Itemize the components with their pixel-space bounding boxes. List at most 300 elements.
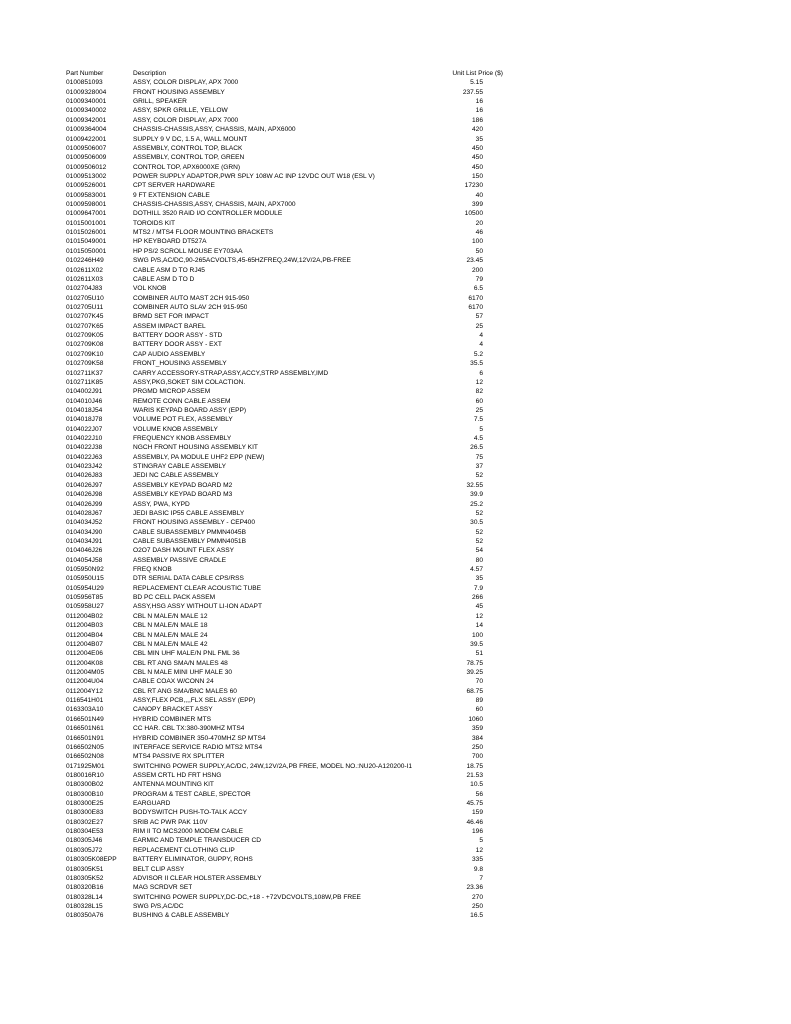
description-cell: CBL RT ANG SMA/BNC MALES 60 [133,687,237,695]
part-number-cell: 0104034J90 [66,528,103,536]
description-cell: COMBINER AUTO SLAV 2CH 915-950 [133,303,248,311]
part-number-cell: 0104034J91 [66,537,103,545]
table-row [0,752,791,761]
table-row [0,621,791,630]
table-row [0,228,791,237]
part-number-cell: 0102711K85 [66,378,103,386]
unit-price-cell: 82 [475,388,483,396]
description-cell: 9 FT EXTENSION CABLE [133,191,210,199]
unit-price-cell: 4 [479,332,483,340]
description-cell: ANTENNA MOUNTING KIT [133,781,214,789]
part-number-cell: 0104026J98 [66,491,103,499]
part-number-cell: 0166501N61 [66,725,104,733]
unit-price-cell: 6.5 [473,285,483,293]
table-row [0,200,791,209]
unit-price-cell: 17230 [464,182,483,190]
table-row [0,312,791,321]
unit-price-cell: 399 [471,201,483,209]
description-cell: ADVISOR II CLEAR HOLSTER ASSEMBLY [133,874,262,882]
unit-price-cell: 7 [479,874,483,882]
unit-price-cell: 40 [475,191,483,199]
unit-price-cell: 5.2 [473,350,483,358]
unit-price-cell: 46.46 [466,818,483,826]
table-row [0,546,791,555]
table-row [0,668,791,677]
part-number-cell: 0180328L14 [66,893,103,901]
table-row [0,247,791,256]
table-row [0,865,791,874]
unit-price-cell: 100 [471,631,483,639]
description-cell: HP PS/2 SCROLL MOUSE EY703AA [133,247,243,255]
table-row [0,369,791,378]
description-cell: ASSEMBLY, CONTROL TOP, BLACK [133,144,243,152]
description-cell: CBL N MALE MINI UHF MALE 30 [133,669,233,676]
part-number-cell: 0102709K05 [66,332,104,340]
table-row [0,659,791,668]
description-cell: ASSEMBLY PASSIVE CRADLE [133,556,227,564]
unit-price-cell: 5.15 [470,79,483,87]
description-cell: POWER SUPPLY ADAPTOR,PWR SPLY 108W AC INP 12VDC OUT W18 (ESL V) [133,172,375,180]
unit-price-cell: 25.2 [470,500,483,508]
description-cell: REPLACEMENT CLOTHING CLIP [133,846,235,854]
table-row [0,565,791,574]
unit-price-cell: 89 [475,697,483,705]
table-row [0,827,791,836]
description-cell: HYBRID COMBINER MTS [133,715,212,723]
unit-price-cell: 80 [475,556,483,564]
table-row [0,331,791,340]
description-cell: CABLE ASM D TO D [133,275,195,283]
part-number-cell: 01009506007 [66,144,107,152]
description-cell: CARRY ACCESSORY-STRAP,ASSY,ACCY,STRP ASSEMBLY,IMD [133,369,329,377]
description-cell: REMOTE CONN CABLE ASSEM [133,397,231,405]
unit-price-cell: 26.5 [470,444,483,452]
part-number-cell: 0105954U29 [66,584,104,592]
part-number-cell: 0166502N08 [66,753,104,761]
table-row [0,275,791,284]
description-cell: BATTERY DOOR ASSY - STD [133,332,223,340]
part-number-cell: 01009364004 [66,126,107,134]
table-row [0,191,791,200]
unit-price-cell: 250 [471,743,483,751]
table-row [0,284,791,293]
table-row [0,350,791,359]
unit-price-cell: 35 [475,575,483,583]
part-number-cell: 0105950U15 [66,575,104,583]
header-unit-list-price: Unit List Price ($) [452,70,503,77]
unit-price-cell: 18.75 [466,762,483,770]
header-part-number: Part Number [66,70,104,77]
part-number-cell: 0116541H01 [66,697,104,705]
part-number-cell: 0104022J63 [66,453,103,461]
part-number-cell: 0104028J67 [66,509,103,517]
table-row [0,836,791,845]
part-number-cell: 0171925M01 [66,762,105,770]
unit-price-cell: 21.53 [466,771,483,779]
unit-price-cell: 6 [479,369,483,377]
description-cell: ASSY, COLOR DISPLAY, APX 7000 [133,79,239,87]
part-number-cell: 01015026001 [66,229,107,237]
unit-price-cell: 52 [475,472,483,480]
part-number-cell: 01009328004 [66,88,107,96]
table-row [0,163,791,172]
description-cell: REPLACEMENT CLEAR ACOUSTIC TUBE [133,584,261,592]
table-row [0,294,791,303]
table-row [0,500,791,509]
description-cell: VOL KNOB [133,285,167,293]
unit-price-cell: 52 [475,509,483,517]
description-cell: FREQUENCY KNOB ASSEMBLY [133,435,232,443]
description-cell: ASSY, COLOR DISPLAY, APX 7000 [133,116,239,124]
unit-price-cell: 35.5 [470,360,483,368]
unit-price-cell: 12 [475,846,483,854]
description-cell: COMBINER AUTO MAST 2CH 915-950 [133,294,250,302]
table-row [0,359,791,368]
unit-price-cell: 7.9 [473,584,483,592]
part-number-cell: 01009422001 [66,135,107,143]
part-number-cell: 01009340001 [66,98,107,106]
table-row [0,88,791,97]
table-row [0,172,791,181]
table-row [0,734,791,743]
table-body [0,78,791,920]
table-row [0,453,791,462]
unit-price-cell: 52 [475,528,483,536]
description-cell: CBL N MALE/N MALE 12 [133,612,208,620]
part-number-cell: 0180305J72 [66,846,103,854]
description-cell: CHASSIS-CHASSIS,ASSY, CHASSIS, MAIN, APX6000 [133,126,296,134]
description-cell: CAP AUDIO ASSEMBLY [133,350,206,358]
part-number-cell: 0112004M05 [66,669,105,676]
table-row [0,434,791,443]
unit-price-cell: 9.8 [473,865,483,873]
table-row [0,425,791,434]
unit-price-cell: 450 [471,144,483,152]
unit-price-cell: 23.36 [466,884,483,892]
description-cell: ASSY,PKG,SOKET SIM COLACTION. [133,378,246,386]
table-row [0,602,791,611]
unit-price-cell: 6170 [468,303,483,311]
table-row [0,237,791,246]
description-cell: JEDI NC CABLE ASSEMBLY [133,472,219,480]
part-number-cell: 0102711K37 [66,369,103,377]
table-row [0,144,791,153]
description-cell: NGCH FRONT HOUSING ASSEMBLY KIT [133,444,258,452]
part-number-cell: 0180328L15 [66,902,103,910]
description-cell: ASSY, PWA, KYPD [133,500,190,508]
description-cell: CBL N MALE/N MALE 18 [133,622,208,630]
description-cell: ASSEM IMPACT BAREL [133,322,206,330]
table-row [0,78,791,87]
table-row [0,855,791,864]
unit-price-cell: 30.5 [470,519,483,527]
part-number-cell: 0102246H49 [66,257,104,265]
unit-price-cell: 12 [475,612,483,620]
part-number-cell: 0180300E25 [66,800,104,808]
table-row [0,687,791,696]
table-row [0,397,791,406]
table-row [0,97,791,106]
part-number-cell: 0104054J58 [66,556,103,564]
table-row [0,303,791,312]
description-cell: ASSEMBLY, PA MODULE UHF2 EPP (NEW) [133,453,265,461]
table-row [0,743,791,752]
part-number-cell: 01009340002 [66,107,107,115]
description-cell: BODYSWITCH PUSH-TO-TALK ACCY [133,809,248,817]
description-cell: MTS4 PASSIVE RX SPLITTER [133,753,225,761]
unit-price-cell: 196 [471,828,483,836]
table-row [0,415,791,424]
part-number-cell: 0180305K51 [66,865,104,873]
header-description: Description [133,70,166,77]
unit-price-cell: 450 [471,154,483,162]
part-number-cell: 0112004B07 [66,640,103,648]
part-number-cell: 0102707K65 [66,322,104,330]
unit-price-cell: 266 [471,594,483,602]
table-row [0,808,791,817]
table-row [0,593,791,602]
table-row [0,490,791,499]
table-row [0,518,791,527]
part-number-cell: 01009342001 [66,116,107,124]
unit-price-cell: 16.5 [470,912,483,920]
description-cell: EARMIC AND TEMPLE TRANSDUCER CD [133,837,261,845]
part-number-cell: 0102705U11 [66,303,104,311]
part-number-cell: 0104023J42 [66,463,103,471]
part-number-cell: 0180302E27 [66,818,104,826]
unit-price-cell: 32.55 [466,481,483,489]
part-number-cell: 0102704J83 [66,285,103,293]
part-number-cell: 0102611X02 [66,266,103,274]
description-cell: CONTROL TOP, APX6000XE (GRN) [133,163,241,171]
table-row [0,640,791,649]
table-row [0,631,791,640]
table-row [0,471,791,480]
unit-price-cell: 39.5 [470,640,483,648]
part-number-cell: 0105958U27 [66,603,104,611]
unit-price-cell: 150 [471,172,483,180]
description-cell: STINGRAY CABLE ASSEMBLY [133,463,227,471]
table-row [0,893,791,902]
table-row [0,771,791,780]
table-row [0,584,791,593]
part-number-cell: 0180320B16 [66,884,104,892]
description-cell: CABLE COAX W/CONN 24 [133,678,214,686]
table-row [0,387,791,396]
part-number-cell: 0104002J91 [66,388,103,396]
table-row [0,902,791,911]
part-number-cell: 01009647001 [66,210,107,218]
description-cell: EARGUARD [133,800,171,808]
part-number-cell: 0102705U10 [66,294,104,302]
unit-price-cell: 37 [475,463,483,471]
part-number-cell: 0102709K08 [66,341,104,349]
unit-price-cell: 5 [479,425,483,433]
unit-price-cell: 25 [475,322,483,330]
description-cell: DOTHILL 3520 RAID I/O CONTROLLER MODULE [133,210,283,218]
unit-price-cell: 54 [475,547,483,555]
table-row [0,780,791,789]
price-list-table [0,69,791,921]
unit-price-cell: 450 [471,163,483,171]
table-row [0,818,791,827]
table-row [0,378,791,387]
table-row [0,181,791,190]
unit-price-cell: 10500 [464,210,483,218]
unit-price-cell: 20 [475,219,483,227]
description-cell: RIM II TO MCS2000 MODEM CABLE [133,828,244,836]
unit-price-cell: 700 [471,753,483,761]
table-row [0,219,791,228]
description-cell: BATTERY ELIMINATOR, GUPPY, ROHS [133,856,253,864]
description-cell: BUSHING & CABLE ASSEMBLY [133,912,230,920]
part-number-cell: 0105956T85 [66,594,104,602]
table-row [0,266,791,275]
table-row [0,705,791,714]
part-number-cell: 0104022J10 [66,435,103,443]
table-row [0,125,791,134]
table-row [0,209,791,218]
unit-price-cell: 79 [475,275,483,283]
part-number-cell: 0180305K08EPP [66,856,117,864]
table-row [0,537,791,546]
unit-price-cell: 39.25 [466,669,483,676]
part-number-cell: 01009526001 [66,182,107,190]
description-cell: INTERFACE SERVICE RADIO MTS2 MTS4 [133,743,263,751]
part-number-cell: 0104022J07 [66,425,103,433]
description-cell: BD PC CELL PACK ASSEM [133,594,216,602]
part-number-cell: 0163303A10 [66,706,104,714]
table-row [0,649,791,658]
unit-price-cell: 25 [475,406,483,414]
part-number-cell: 0180304E53 [66,828,104,836]
part-number-cell: 0180300B02 [66,781,104,789]
unit-price-cell: 186 [471,116,483,124]
description-cell: VOLUME POT FLEX, ASSEMBLY [133,416,233,424]
unit-price-cell: 35 [475,135,483,143]
description-cell: ASSY,HSG ASSY WITHOUT LI-ION ADAPT [133,603,262,611]
description-cell: CHASSIS-CHASSIS,ASSY, CHASSIS, MAIN, APX7000 [133,201,296,209]
table-row [0,406,791,415]
part-number-cell: 0104034J52 [66,519,103,527]
part-number-cell: 0112004B03 [66,622,103,630]
part-number-cell: 0180300E83 [66,809,104,817]
part-number-cell: 0104026J83 [66,472,103,480]
part-number-cell: 0180016R10 [66,771,104,779]
unit-price-cell: 16 [475,107,483,115]
unit-price-cell: 16 [475,98,483,106]
description-cell: DTR SERIAL DATA CABLE CPS/RSS [133,575,244,583]
part-number-cell: 0105950N92 [66,566,104,574]
part-number-cell: 0112004U04 [66,678,104,686]
part-number-cell: 0104026J99 [66,500,103,508]
part-number-cell: 0166502N05 [66,743,104,751]
unit-price-cell: 78.75 [466,659,483,667]
description-cell: FRONT_HOUSING ASSEMBLY [133,360,227,368]
table-row [0,153,791,162]
part-number-cell: 0180305J46 [66,837,103,845]
description-cell: FRONT HOUSING ASSEMBLY - CEP400 [133,519,256,527]
description-cell: SRIB AC PWR PAK 110V [133,818,208,826]
part-number-cell: 0102611X03 [66,275,103,283]
unit-price-cell: 1060 [468,715,483,723]
table-row [0,874,791,883]
description-cell: CABLE ASM D TO RJ45 [133,266,205,274]
description-cell: CABLE SUBASSEMBLY PMMN4045B [133,528,246,536]
table-row [0,509,791,518]
unit-price-cell: 359 [471,725,483,733]
description-cell: FRONT HOUSING ASSEMBLY [133,88,225,96]
part-number-cell: 0104026J97 [66,481,103,489]
part-number-cell: 0112004K08 [66,659,103,667]
part-number-cell: 0112004B02 [66,612,103,620]
table-row [0,762,791,771]
table-row [0,256,791,265]
table-row [0,724,791,733]
unit-price-cell: 159 [471,809,483,817]
table-row [0,322,791,331]
description-cell: SWG P/S,AC/DC,90-265ACVOLTS,45-65HZFREQ,24W,12V/2A,PB-FREE [133,257,351,265]
description-cell: VOLUME KNOB ASSEMBLY [133,425,218,433]
part-number-cell: 0104046J26 [66,547,103,555]
unit-price-cell: 56 [475,790,483,798]
unit-price-cell: 420 [471,126,483,134]
part-number-cell: 01009583001 [66,191,107,199]
description-cell: BRMD SET FOR IMPACT [133,313,209,321]
description-cell: SWITCHING POWER SUPPLY,DC-DC,+18 - +72VDCVOLTS,108W,PB FREE [133,893,361,901]
unit-price-cell: 100 [471,238,483,246]
table-row [0,462,791,471]
part-number-cell: 01009506012 [66,163,107,171]
table-row [0,135,791,144]
part-number-cell: 0112004Y12 [66,687,103,695]
unit-price-cell: 335 [471,856,483,864]
description-cell: SUPPLY 9 V DC, 1.5 A, WALL MOUNT [133,135,248,143]
part-number-cell: 0104018J54 [66,406,103,414]
description-cell: CANOPY BRACKET ASSY [133,706,213,714]
table-row [0,715,791,724]
table-row [0,340,791,349]
part-number-cell: 01009513002 [66,172,107,180]
description-cell: BATTERY DOOR ASSY - EXT [133,341,222,349]
description-cell: MTS2 / MTS4 FLOOR MOUNTING BRACKETS [133,229,274,237]
table-row [0,846,791,855]
table-row [0,696,791,705]
description-cell: CBL N MALE/N MALE 42 [133,640,208,648]
part-number-cell: 0166501N91 [66,734,104,742]
unit-price-cell: 270 [471,893,483,901]
unit-price-cell: 12 [475,378,483,386]
table-row [0,790,791,799]
description-cell: CABLE SUBASSEMBLY PMMN4051B [133,537,246,545]
description-cell: O2O7 DASH MOUNT FLEX ASSY [133,547,235,555]
table-row [0,574,791,583]
description-cell: JEDI BASIC IP55 CABLE ASSEMBLY [133,509,245,517]
description-cell: HP KEYBOARD DT527A [133,238,207,246]
unit-price-cell: 5 [479,837,483,845]
part-number-cell: 0102709K58 [66,360,104,368]
description-cell: CPT SERVER HARDWARE [133,182,215,190]
part-number-cell: 0166501N49 [66,715,104,723]
unit-price-cell: 60 [475,706,483,714]
unit-price-cell: 45 [475,603,483,611]
table-row [0,799,791,808]
part-number-cell: 01015049001 [66,238,107,246]
description-cell: CBL MIN UHF MALE/N PNL FML 36 [133,650,240,658]
part-number-cell: 0180305K52 [66,874,104,882]
part-number-cell: 0180350A76 [66,912,104,920]
unit-price-cell: 384 [471,734,483,742]
